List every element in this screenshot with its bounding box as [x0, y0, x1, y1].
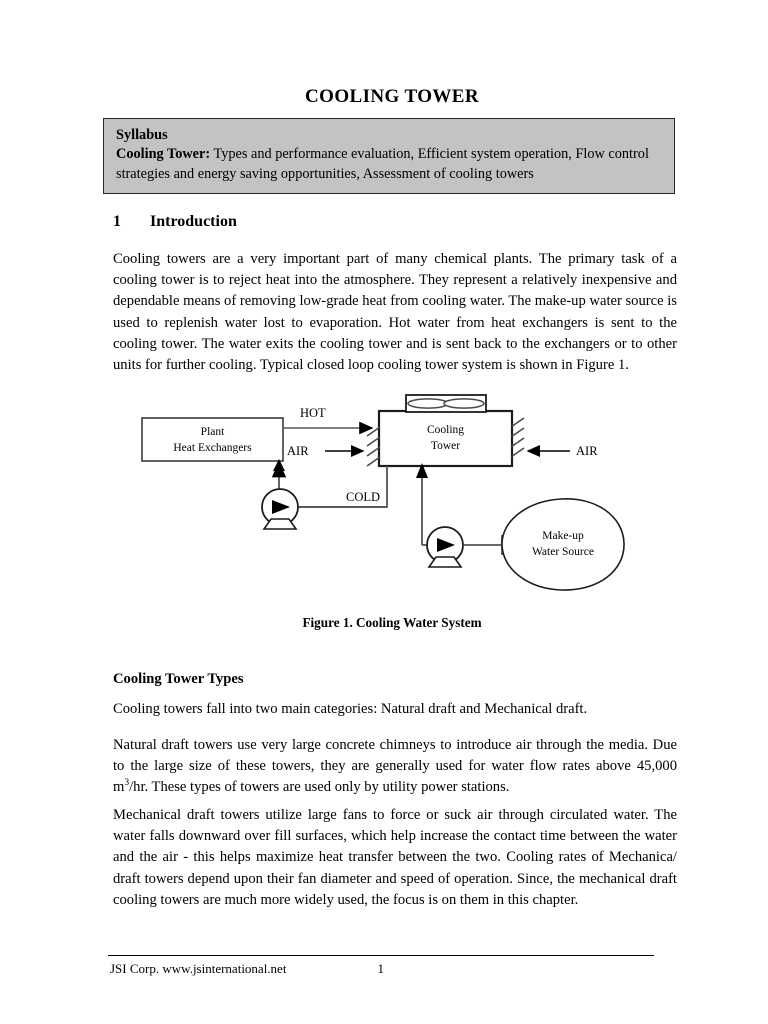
syllabus-body: [116, 145, 664, 184]
paragraph-mechanical-draft: Mechanical draft towers utilize large fans to force or suck air through circulated water. The water falls downward over fill surfaces, which help increase the contact time between the water and the air - this helps maximize heat transfer between the two. Cooling rates of Mechanica/ draft towers depend upon their fan diameter and speed of operation. Since, the mechanical draft cooling towers are much more widely used, the focus is on them in this chapter.: [113, 807, 677, 908]
label-air-left: AIR: [287, 444, 309, 458]
section-title: Introduction: [150, 213, 237, 230]
pump-cold-water: [262, 489, 298, 529]
paragraph-natural-draft: [113, 735, 677, 799]
label-air-right: AIR: [576, 444, 598, 458]
label-cold: COLD: [346, 490, 381, 504]
syllabus-topic-text: Types and performance evaluation, Efficient system operation, Flow control strategies and energy saving opportunities, Assessment of cooling towers: [116, 146, 649, 182]
hot-water-line: [283, 406, 372, 428]
label-hot: HOT: [300, 406, 326, 420]
section-heading: [113, 213, 237, 231]
cooling-tower-body: [379, 395, 512, 466]
air-inlet-left: [287, 444, 363, 458]
footer-page-number: 1: [377, 961, 384, 976]
cubic-superscript: 3: [124, 778, 130, 789]
heat-exchangers-label-line2: Heat Exchangers: [173, 442, 252, 454]
paragraph-introduction: Cooling towers are a very important part of many chemical plants. The primary task of a cooling tower is to reject heat into the atmosphere. They represent a relatively inexpensive and dependable means of removing low-grade heat from cooling water. The make-up water source is used to replenish water lost to evaporation. Hot water from heat exchangers is sent to the cooling tower. The water exits the cooling tower and is sent back to the exchangers or to other units for further cooling. Typical closed loop cooling tower system is shown in Figure 1.: [113, 251, 677, 374]
page-title: COOLING TOWER: [305, 86, 479, 107]
syllabus-topic-label: Cooling Tower:: [116, 146, 211, 163]
footer-divider: [108, 955, 654, 956]
natural-draft-text-a: Natural draft towers use very large concrete chimneys to introduce air through the media. Due to the large size of these towers, they are generally used for water flow rates above 45,000 m: [113, 737, 677, 796]
figure-caption: Figure 1. Cooling Water System: [302, 615, 482, 630]
heat-exchangers-label-line1: Plant: [200, 426, 225, 438]
makeup-label-line1: Make-up: [542, 530, 584, 542]
makeup-water-source: [502, 499, 624, 590]
natural-draft-text-b: /hr. These types of towers are used only by utility power stations.: [129, 779, 510, 796]
syllabus-label: Syllabus: [116, 127, 168, 143]
heat-exchangers-box: [142, 418, 283, 461]
cooling-tower-label-line1: Cooling: [426, 424, 465, 436]
cooling-tower-label-line2: Tower: [430, 440, 461, 452]
syllabus-box: [103, 118, 675, 194]
figure-diagram-svg: [104, 383, 680, 633]
makeup-label-line2: Water Source: [532, 546, 594, 558]
paragraph-categories: Cooling towers fall into two main categories: Natural draft and Mechanical draft.: [113, 701, 588, 717]
footer-company: JSI Corp. www.jsinternational.net: [110, 961, 287, 976]
air-inlet-right: [528, 444, 598, 458]
section-number: 1: [113, 213, 121, 230]
subheading-cooling-tower-types: Cooling Tower Types: [113, 671, 244, 687]
figure-cooling-water-system: [104, 383, 680, 633]
pump-makeup-water: [427, 527, 463, 567]
